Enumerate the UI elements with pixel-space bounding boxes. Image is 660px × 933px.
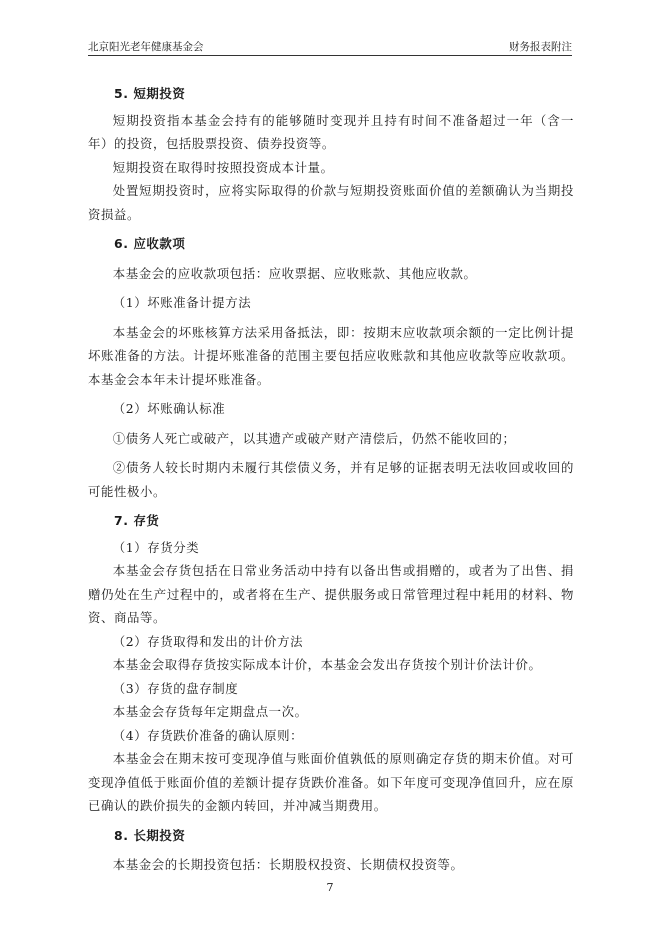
paragraph: 本基金会的坏账核算方法采用备抵法，即：按期末应收款项余额的一定比例计提坏账准备的方法。计提坏账准备的范围主要包括应收账款和其他应收款等应收款项。本基金会本年未计提坏账准备。 <box>88 324 574 387</box>
paragraph: 本基金会的长期投资包括：长期股权投资、长期债权投资等。 <box>112 857 464 872</box>
sub-heading: （1）存货分类 <box>112 539 200 555</box>
paragraph: 短期投资在取得时按照投资成本计量。 <box>112 159 334 175</box>
paragraph: 本基金会取得存货按实际成本计价，本基金会发出存货按个别计价法计价。 <box>112 657 542 672</box>
section-title-inventory: 7. 存货 <box>114 513 160 528</box>
section-title-short-term-investment: 5. 短期投资 <box>114 86 186 101</box>
document-body <box>88 76 574 877</box>
page-number: 7 <box>326 881 334 894</box>
page-header <box>88 37 572 56</box>
paragraph: 本基金会存货包括在日常业务活动中持有以备出售或捐赠的，或者为了出售、捐赠仍处在生产过程中的，或者将在生产、提供服务或日常管理过程中耗用的材料、物资、商品等。 <box>88 563 574 625</box>
sub-heading: （2）坏账确认标准 <box>112 401 226 416</box>
paragraph: ②债务人较长时期内未履行其偿债义务，并有足够的证据表明无法收回或收回的可能性极小。 <box>88 460 574 499</box>
header-document-title: 财务报表附注 <box>509 41 572 53</box>
sub-heading: （4）存货跌价准备的确认原则： <box>112 727 304 743</box>
paragraph: 本基金会的应收款项包括：应收票据、应收账款、其他应收款。 <box>112 265 477 281</box>
header-organization: 北京阳光老年健康基金会 <box>88 41 204 53</box>
sub-heading: （1）坏账准备计提方法 <box>112 295 252 310</box>
section-title-receivables: 6. 应收款项 <box>114 236 186 251</box>
paragraph: 短期投资指本基金会持有的能够随时变现并且持有时间不准备超过一年（含一年）的投资，包括股票投资、债券投资等。 <box>88 112 574 151</box>
paragraph: 本基金会存货每年定期盘点一次。 <box>112 704 308 719</box>
paragraph: 本基金会在期末按可变现净值与账面价值孰低的原则确定存货的期末价值。对可变现净值低于账面价值的差额计提存货跌价准备。如下年度可变现净值回升，应在原已确认的跌价损失的金额内转回，并冲减当期费用。 <box>88 751 574 813</box>
paragraph: ①债务人死亡或破产，以其遗产或破产财产清偿后，仍然不能收回的； <box>112 430 516 446</box>
section-title-long-term-investment: 8. 长期投资 <box>114 827 186 843</box>
paragraph: 处置短期投资时，应将实际取得的价款与短期投资账面价值的差额确认为当期投资损益。 <box>88 183 574 222</box>
sub-heading: （3）存货的盘存制度 <box>112 680 239 696</box>
sub-heading: （2）存货取得和发出的计价方法 <box>112 633 304 649</box>
